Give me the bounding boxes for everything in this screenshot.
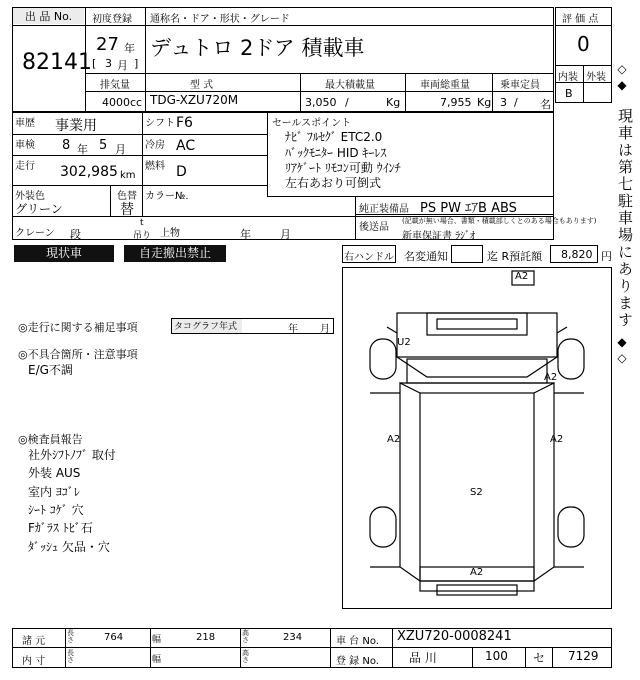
color-change-label: 色替 xyxy=(117,191,137,202)
max-load-label: 最大積載量 xyxy=(325,80,375,91)
inspector-report-label: ◎検査員報告 xyxy=(18,433,83,446)
exterior-label: 外装 xyxy=(586,72,606,83)
inspection-year: 8 xyxy=(62,138,71,153)
registration-number: 7129 xyxy=(568,649,599,663)
damage-mark: A2 xyxy=(470,567,484,578)
mileage-label: 走行 xyxy=(15,161,35,172)
reg-year-unit: 年 xyxy=(124,42,135,55)
damage-mark: A2 xyxy=(387,434,401,445)
registration-class: 100 xyxy=(485,649,508,663)
driving-notes-label: ◎走行に関する補足事項 xyxy=(18,321,138,334)
color-change-value: 替 xyxy=(120,202,134,218)
defects-label: ◎不具合箇所・注意事項 xyxy=(18,348,138,361)
fuel-value: D xyxy=(176,164,187,180)
lot-label: 出 品 No. xyxy=(13,8,84,24)
bed-right-flap xyxy=(534,383,554,581)
type-label: 型 式 xyxy=(190,80,214,91)
inner-dim-label: 内 寸 xyxy=(22,656,46,667)
rear-cab-panel xyxy=(407,359,547,383)
aftermarket-note: (記載が無い場合、書類・積載部しくとのある場合もあります) xyxy=(402,217,597,225)
side-diamond-top: ◇◆ xyxy=(615,62,629,94)
defects-value: E/G不調 xyxy=(28,363,73,377)
damage-mark: S2 xyxy=(470,487,483,498)
registration-kana: セ xyxy=(533,651,546,665)
sales-point-line: ﾊﾞｯｸﾓﾆﾀｰ HID ｷｰﾚｽ xyxy=(285,146,387,160)
damage-mark: A2 xyxy=(544,372,558,383)
color-no-label: カラー№. xyxy=(145,191,189,202)
model-name: デュトロ 2ドア 積載車 xyxy=(150,36,365,60)
inspector-line: Fｶﾞﾗｽ ﾄﾋﾞ石 xyxy=(28,521,93,535)
interior-label: 内装 xyxy=(558,72,578,83)
score-label: 評 価 点 xyxy=(562,14,599,25)
capacity-value: 3 xyxy=(500,96,507,109)
color-label: 外装色 xyxy=(15,191,45,202)
inspector-line: 社外ｼﾌﾄﾉﾌﾞ 取付 xyxy=(28,448,116,462)
max-load-value: 3,050 xyxy=(305,96,337,109)
rear-bumper xyxy=(437,585,517,595)
fuel-label: 燃料 xyxy=(145,161,165,172)
interior-grade: B xyxy=(565,87,573,100)
model-label: 通称名・ドア・形状・グレード xyxy=(150,14,290,25)
yen-unit: 円 xyxy=(601,250,612,263)
inspector-line: ｼｰﾄ ｺｹﾞ 穴 xyxy=(28,503,84,517)
reg-month: 3 xyxy=(105,57,112,70)
capacity-label: 乗車定員 xyxy=(500,80,540,91)
shift-value: F6 xyxy=(176,115,193,131)
shift-label: シフト xyxy=(145,118,175,129)
standard-equipment-value: PS PW ｴｱB ABS xyxy=(420,201,517,216)
parking-location-note: 現車は第七駐車場にあります xyxy=(616,108,634,329)
damage-mark: A2 xyxy=(550,434,564,445)
name-change-box xyxy=(451,245,483,263)
mileage-unit: km xyxy=(120,170,136,181)
front-right-wheel xyxy=(558,339,584,379)
inspection-label: 車検 xyxy=(15,140,35,151)
roof-spoiler xyxy=(427,313,527,335)
chassis-label: 車 台 No. xyxy=(336,636,379,647)
rear-left-wheel xyxy=(370,507,396,547)
tacho-label: タコグラフ年式 xyxy=(172,319,242,333)
history-value: 事業用 xyxy=(55,118,97,134)
ac-label: 冷房 xyxy=(145,140,165,151)
width-value: 218 xyxy=(196,632,216,643)
reg-month-unit: 月 xyxy=(117,59,128,72)
score-value: 0 xyxy=(577,32,590,56)
side-rail-left xyxy=(370,393,400,567)
inspection-month: 5 xyxy=(99,138,108,153)
front-left-wheel xyxy=(370,339,396,379)
lot-number: 82141 xyxy=(22,50,92,75)
displacement-unit: cc xyxy=(130,96,143,109)
upper-label: 上物 xyxy=(160,228,180,239)
gross-weight-unit: Kg xyxy=(477,96,492,109)
footer-frame xyxy=(12,628,612,668)
first-reg-label: 初度登録 xyxy=(92,14,132,25)
sales-point-label: セールスポイント xyxy=(272,118,352,129)
displacement-label: 排気量 xyxy=(100,80,130,91)
recycle-amount: 8,820 xyxy=(561,248,593,261)
gross-weight-value: 7,955 xyxy=(440,96,472,109)
bed-left-flap xyxy=(400,383,420,581)
height-value: 234 xyxy=(283,632,303,643)
front-bumper xyxy=(437,319,517,329)
spec-label: 諸 元 xyxy=(22,636,46,647)
reg-year: 27 xyxy=(96,34,119,55)
aftermarket-value: 新車保証書 ﾗｼﾞｵ xyxy=(402,231,476,242)
capacity-unit: 名 xyxy=(540,98,551,111)
steering-label: 右ハンドル xyxy=(344,252,394,263)
gross-weight-label: 車両総重量 xyxy=(420,80,470,91)
crane-label: クレーン xyxy=(15,228,55,239)
cab-front xyxy=(397,357,557,377)
truck-diagram xyxy=(342,267,612,609)
length-value: 764 xyxy=(104,632,124,643)
rear-right-wheel xyxy=(558,507,584,547)
name-change-label: 名変通知 xyxy=(404,250,448,263)
side-diamond-bottom: ◆◇ xyxy=(615,335,629,367)
side-rail-right xyxy=(554,393,584,567)
color-value: グリーン xyxy=(15,202,63,216)
type-value: TDG-XZU720M xyxy=(150,93,239,107)
aftermarket-label: 後送品 xyxy=(359,222,389,233)
max-load-unit: Kg xyxy=(386,96,401,109)
ac-value: AC xyxy=(176,138,196,154)
inspector-line: 外装 AUS xyxy=(28,466,81,480)
sales-point-line: 左右あおり可倒式 xyxy=(285,176,382,190)
self-drive-prohibited-badge: 自走搬出禁止 xyxy=(124,245,226,262)
sales-point-line: ﾘｱｹﾞｰﾄ ﾘﾓｺﾝ可動 ｳｲﾝﾁ xyxy=(285,161,401,175)
displacement-value: 4000 xyxy=(102,96,130,109)
registration-label: 登 録 No. xyxy=(336,656,379,667)
recycle-label: 迄 R預託額 xyxy=(487,250,543,263)
inspector-line: 室内 ﾖｺﾞﾚ xyxy=(28,485,80,499)
damage-mark: A2 xyxy=(515,271,529,282)
history-label: 車歴 xyxy=(15,118,35,129)
current-condition-badge: 現状車 xyxy=(14,245,114,262)
sales-point-line: ﾅﾋﾞ ﾌﾙｾｸﾞ ETC2.0 xyxy=(285,130,383,144)
chassis-value: XZU720-0008241 xyxy=(397,629,512,644)
registration-region: 品 川 xyxy=(409,651,437,665)
inspector-line: ﾀﾞｯｼｭ 欠品・穴 xyxy=(28,540,110,554)
damage-mark: U2 xyxy=(397,337,411,348)
standard-equipment-label: 純正装備品 xyxy=(359,204,409,215)
mileage-value: 302,985 xyxy=(60,164,118,180)
left-mirror xyxy=(387,327,567,333)
